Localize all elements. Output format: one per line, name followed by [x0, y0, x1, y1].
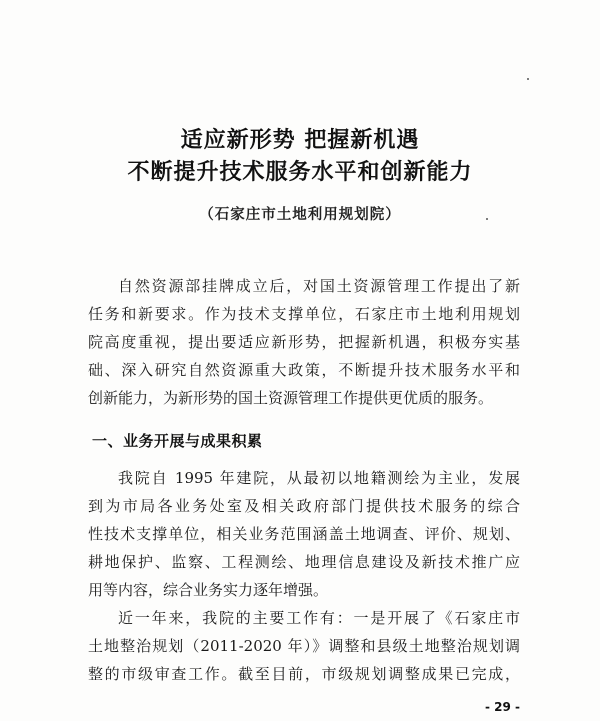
paragraph-line: 任务和新要求。作为技术支撑单位，石家庄市土地利用规划	[88, 305, 520, 323]
paragraph-line: 到为市局各业务处室及相关政府部门提供技术服务的综合	[88, 497, 520, 515]
paragraph-line: 耕地保护、监察、工程测绘、地理信息建设及新技术推广应	[88, 553, 520, 571]
author-affiliation: （石家庄市土地利用规划院）	[199, 207, 401, 223]
section-1-paragraph-1	[88, 464, 520, 604]
scan-speck	[486, 218, 488, 220]
paragraph-line: 我院自 1995 年建院，从最初以地籍测绘为主业，发展	[118, 469, 520, 487]
paragraph-line: 创新能力，为新形势的国土资源管理工作提供更优质的服务。	[88, 389, 494, 407]
section-heading: 一、业务开展与成果积累	[92, 432, 263, 450]
paragraph-line: 性技术支撑单位，相关业务范围涵盖土地调查、评价、规划、	[88, 525, 520, 543]
scan-speck	[527, 78, 529, 80]
paragraph-line: 院高度重视，提出要适应新形势，把握新机遇，积极夯实基	[88, 333, 520, 351]
paragraph-line: 自然资源部挂牌成立后，对国土资源管理工作提出了新	[118, 277, 520, 295]
paragraph-line: 用等内容，综合业务实力逐年增强。	[88, 581, 329, 599]
paragraph-line: 础、深入研究自然资源重大政策，不断提升技术服务水平和	[88, 361, 520, 379]
section-1-paragraph-2	[88, 604, 520, 688]
intro-paragraph	[88, 272, 520, 412]
paragraph-line: 近一年来，我院的主要工作有：一是开展了《石家庄市	[118, 609, 520, 627]
title-line-2: 不断提升技术服务水平和创新能力	[127, 160, 473, 185]
title-line-1: 适应新形势 把握新机遇	[180, 128, 420, 153]
page-number: - 29 -	[484, 700, 520, 714]
paragraph-line: 土地整治规划（2011-2020 年）》调整和县级土地整治规划调	[88, 637, 520, 655]
paragraph-line: 整的市级审查工作。截至目前，市级规划调整成果已完成，	[88, 665, 520, 683]
